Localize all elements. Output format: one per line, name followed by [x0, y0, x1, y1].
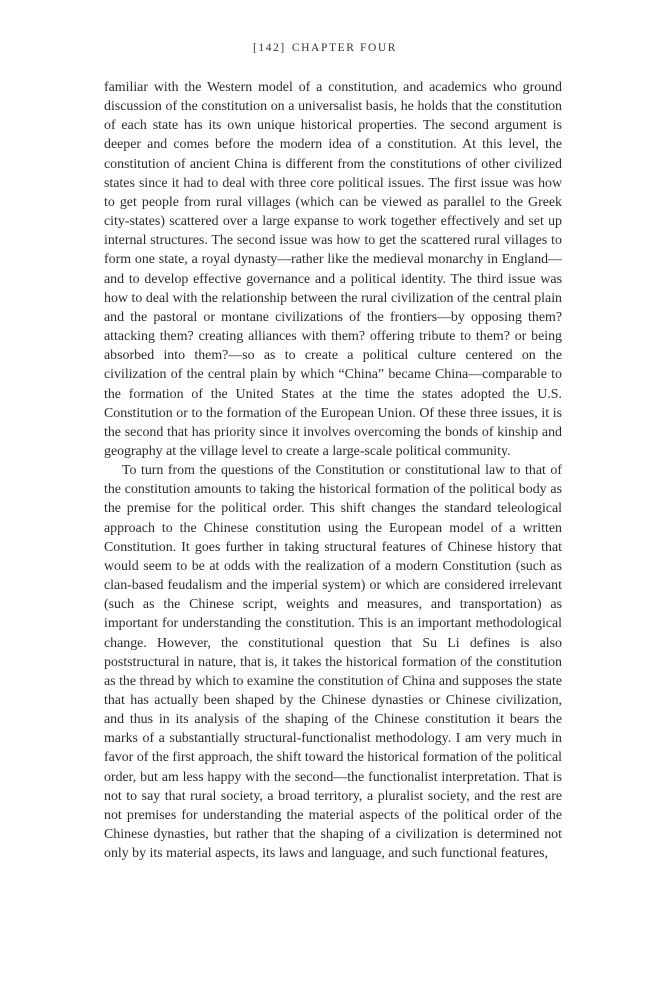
- running-head: [0, 42, 650, 54]
- page-number: [142]: [252, 42, 286, 54]
- chapter-title: CHAPTER FOUR: [291, 42, 398, 54]
- paragraph-continued: familiar with the Western model of a constitution, and academics who ground discussion of the constitution on a universalist basis, he holds that the constitution of each state has its own unique historical properties. The second argument is deeper and comes before the modern idea of a constitution. At this level, the constitution of ancient China is different from the constitutions of other civilized states since it had to deal with three core political issues. The first issue was how to get people from rural villages (which can be viewed as parallel to the Greek city-states) scattered over a large expanse to work together effectively and set up internal structures. The second issue was how to get the scattered rural villages to form one state, a royal dynasty—rather like the medieval monarchy in England—and to develop effective governance and a political identity. The third issue was how to deal with the relationship between the rural civilization of the central plain and the pastoral or montane civilizations of the frontiers—by opposing them? attacking them? creating alliances with them? offering tribute to them? or being absorbed into them?—so as to create a political culture centered on the civilization of the central plain by which “China” became China—comparable to the formation of the United States at the time the states adopted the U.S. Constitution or to the formation of the European Union. Of these three issues, it is the second that has priority since it involves overcoming the bonds of kinship and geography at the village level to create a large-scale political community.: [104, 80, 562, 459]
- paragraph: To turn from the questions of the Constitution or constitutional law to that of the constitution amounts to taking the historical formation of the political body as the premise for the political order. This shift changes the standard teleological approach to the Chinese constitution using the European model of a written Constitution. It goes further in taking structural features of Chinese history that would seem to be at odds with the realization of a modern Constitution (such as clan-based feudalism and the imperial system) or which are considered irrelevant (such as the Chinese script, weights and measures, and transportation) as important for understanding the constitution. This is an important methodological change. However, the constitutional question that Su Li defines is also poststructural in nature, that is, it takes the historical formation of the constitution as the thread by which to examine the constitution of China and supposes the state that has actually been shaped by the Chinese dynasties or Chinese civilization, and thus in its analysis of the shaping of the Chinese constitution it bears the marks of a substantially structural-functionalist methodology. I am very much in favor of the first approach, the shift toward the historical formation of the political order, but am less happy with the second—the functionalist interpretation. That is not to say that rural society, a broad territory, a pluralist society, and the rest are not premises for understanding the material aspects of the political order of the Chinese dynasties, but rather that the shaping of a civilization is determined not only by its material aspects, its laws and language, and such functional features,: [104, 463, 562, 862]
- body-text: [104, 78, 562, 863]
